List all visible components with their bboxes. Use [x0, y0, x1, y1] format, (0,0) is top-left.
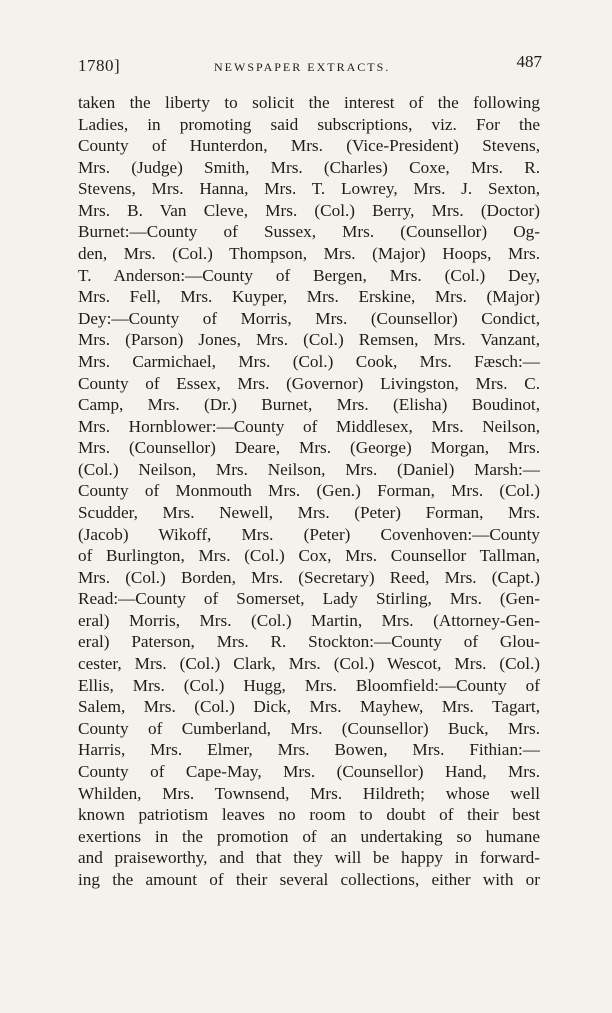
text-line: and praiseworthy, and that they will be happy in forward- [78, 848, 540, 868]
text-line: (Col.) Neilson, Mrs. Neilson, Mrs. (Daniel) Marsh:— [78, 459, 540, 479]
text-line: eral) Morris, Mrs. (Col.) Martin, Mrs. (Attorney-Gen- [78, 610, 540, 630]
text-line: Mrs. Carmichael, Mrs. (Col.) Cook, Mrs. Fæsch:— [78, 351, 540, 371]
header-year: 1780] [78, 56, 121, 75]
text-line: Mrs. (Judge) Smith, Mrs. (Charles) Coxe, Mrs. R. [78, 157, 540, 177]
text-line: (Jacob) Wikoff, Mrs. (Peter) Covenhoven:—County [78, 524, 540, 544]
text-line: County of Essex, Mrs. (Governor) Livingston, Mrs. C. [78, 373, 540, 393]
text-line: County of Cape-May, Mrs. (Counsellor) Hand, Mrs. [78, 761, 540, 781]
text-line: Burnet:—County of Sussex, Mrs. (Counsellor) Og- [78, 222, 540, 242]
text-line: Mrs. (Col.) Borden, Mrs. (Secretary) Reed, Mrs. (Capt.) [78, 567, 540, 587]
text-line: known patriotism leaves no room to doubt of their best [78, 805, 540, 825]
text-line: exertions in the promotion of an undertaking so humane [78, 826, 540, 846]
running-header [78, 52, 542, 76]
text-line: Camp, Mrs. (Dr.) Burnet, Mrs. (Elisha) Boudinot, [78, 395, 540, 415]
text-line: Mrs. Fell, Mrs. Kuyper, Mrs. Erskine, Mrs. (Major) [78, 287, 540, 307]
text-line: County of Hunterdon, Mrs. (Vice-President) Stevens, [78, 136, 540, 156]
text-line: Mrs. B. Van Cleve, Mrs. (Col.) Berry, Mrs. (Doctor) [78, 200, 540, 220]
text-line: Mrs. Hornblower:—County of Middlesex, Mrs. Neilson, [78, 416, 540, 436]
text-line: County of Monmouth Mrs. (Gen.) Forman, Mrs. (Col.) [78, 481, 540, 501]
text-line: Read:—County of Somerset, Lady Stirling, Mrs. (Gen- [78, 589, 540, 609]
page-number: 487 [516, 52, 542, 71]
text-line: ing the amount of their several collections, either with or [78, 869, 540, 889]
text-line: Stevens, Mrs. Hanna, Mrs. T. Lowrey, Mrs. J. Sexton, [78, 179, 540, 199]
text-line: cester, Mrs. (Col.) Clark, Mrs. (Col.) Wescot, Mrs. (Col.) [78, 654, 540, 674]
header-running-title: NEWSPAPER EXTRACTS. [214, 60, 391, 74]
text-line: Dey:—County of Morris, Mrs. (Counsellor) Condict, [78, 308, 540, 328]
text-line: Mrs. (Parson) Jones, Mrs. (Col.) Remsen, Mrs. Vanzant, [78, 330, 540, 350]
text-line: Ellis, Mrs. (Col.) Hugg, Mrs. Bloomfield:—County of [78, 675, 540, 695]
body-text [78, 92, 540, 890]
text-line: Scudder, Mrs. Newell, Mrs. (Peter) Forman, Mrs. [78, 502, 540, 522]
text-line: T. Anderson:—County of Bergen, Mrs. (Col.) Dey, [78, 265, 540, 285]
text-line: Salem, Mrs. (Col.) Dick, Mrs. Mayhew, Mrs. Tagart, [78, 697, 540, 717]
text-line: eral) Paterson, Mrs. R. Stockton:—County of Glou- [78, 632, 540, 652]
text-line: Mrs. (Counsellor) Deare, Mrs. (George) Morgan, Mrs. [78, 438, 540, 458]
text-line: County of Cumberland, Mrs. (Counsellor) Buck, Mrs. [78, 718, 540, 738]
text-line: of Burlington, Mrs. (Col.) Cox, Mrs. Counsellor Tallman, [78, 546, 540, 566]
text-line: Harris, Mrs. Elmer, Mrs. Bowen, Mrs. Fithian:— [78, 740, 540, 760]
text-line: Ladies, in promoting said subscriptions, viz. For the [78, 114, 540, 134]
text-line: Whilden, Mrs. Townsend, Mrs. Hildreth; whose well [78, 783, 540, 803]
text-line: taken the liberty to solicit the interest of the following [78, 93, 540, 112]
text-line: den, Mrs. (Col.) Thompson, Mrs. (Major) Hoops, Mrs. [78, 244, 540, 264]
